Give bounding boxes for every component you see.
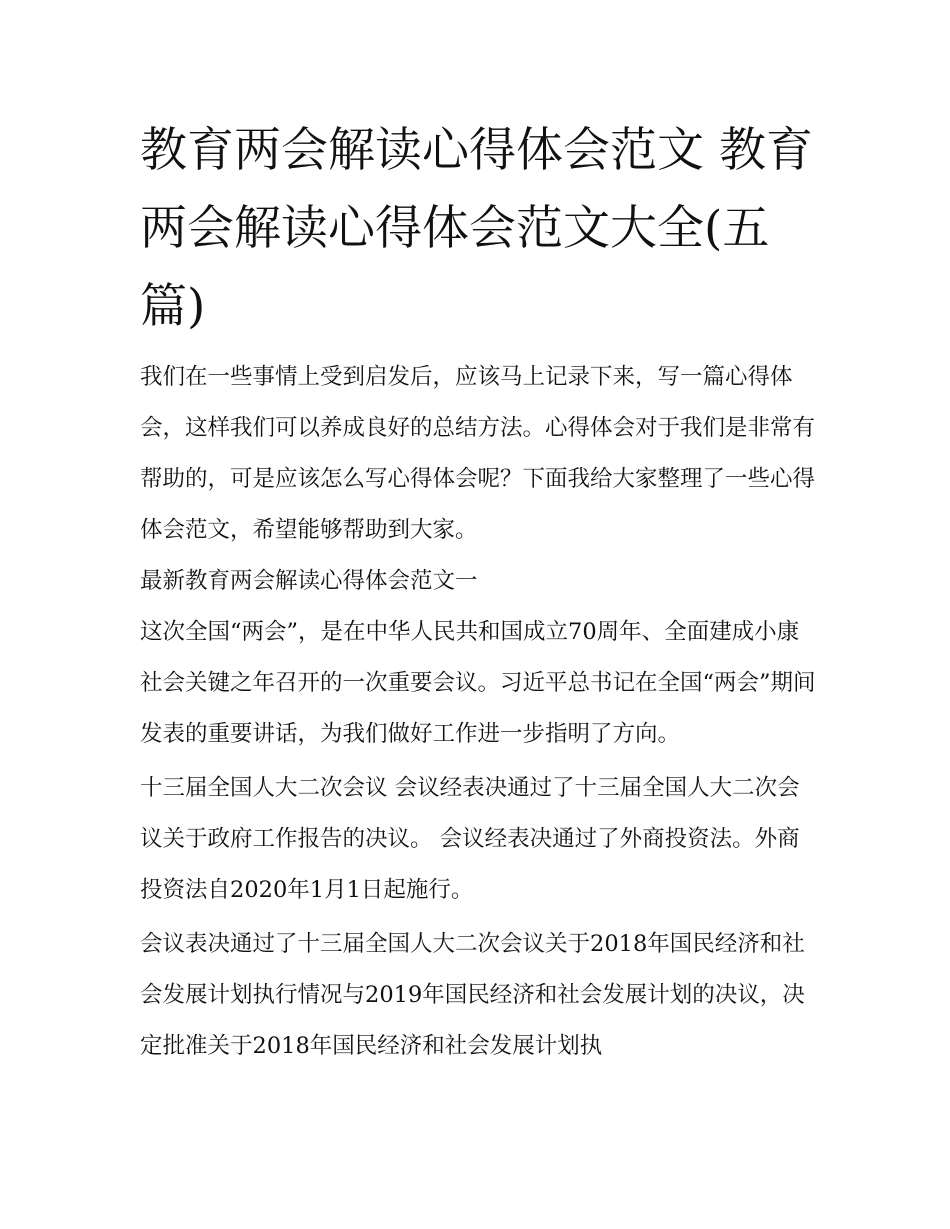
body-paragraph: 这次全国“两会”，是在中华人民共和国成立70周年、全面建成小康社会关键之年召开的一次重要会议。习近平总书记在全国“两会”期间发表的重要讲话，为我们做好工作进一步指明了方向。 [140, 619, 816, 747]
document-body [140, 352, 820, 1072]
body-paragraph: 会议表决通过了十三届全国人大二次会议关于2018年国民经济和社会发展计划执行情况与2019年国民经济和社会发展计划的决议，决定批准关于2018年国民经济和社会发展计划执 [140, 931, 805, 1059]
intro-paragraph: 我们在一些事情上受到启发后，应该马上记录下来，写一篇心得体会，这样我们可以养成良好的总结方法。心得体会对于我们是非常有帮助的，可是应该怎么写心得体会呢？下面我给大家整理了一些心得体会范文，希望能够帮助到大家。 [140, 364, 816, 543]
body-paragraph: 十三届全国人大二次会议 会议经表决通过了十三届全国人大二次会议关于政府工作报告的决议。 会议经表决通过了外商投资法。外商投资法自2020年1月1日起施行。 [140, 775, 800, 903]
section-heading: 最新教育两会解读心得体会范文一 [140, 568, 478, 594]
document-title: 教育两会解读心得体会范文 教育两会解读心得体会范文大全(五篇) [140, 123, 813, 334]
